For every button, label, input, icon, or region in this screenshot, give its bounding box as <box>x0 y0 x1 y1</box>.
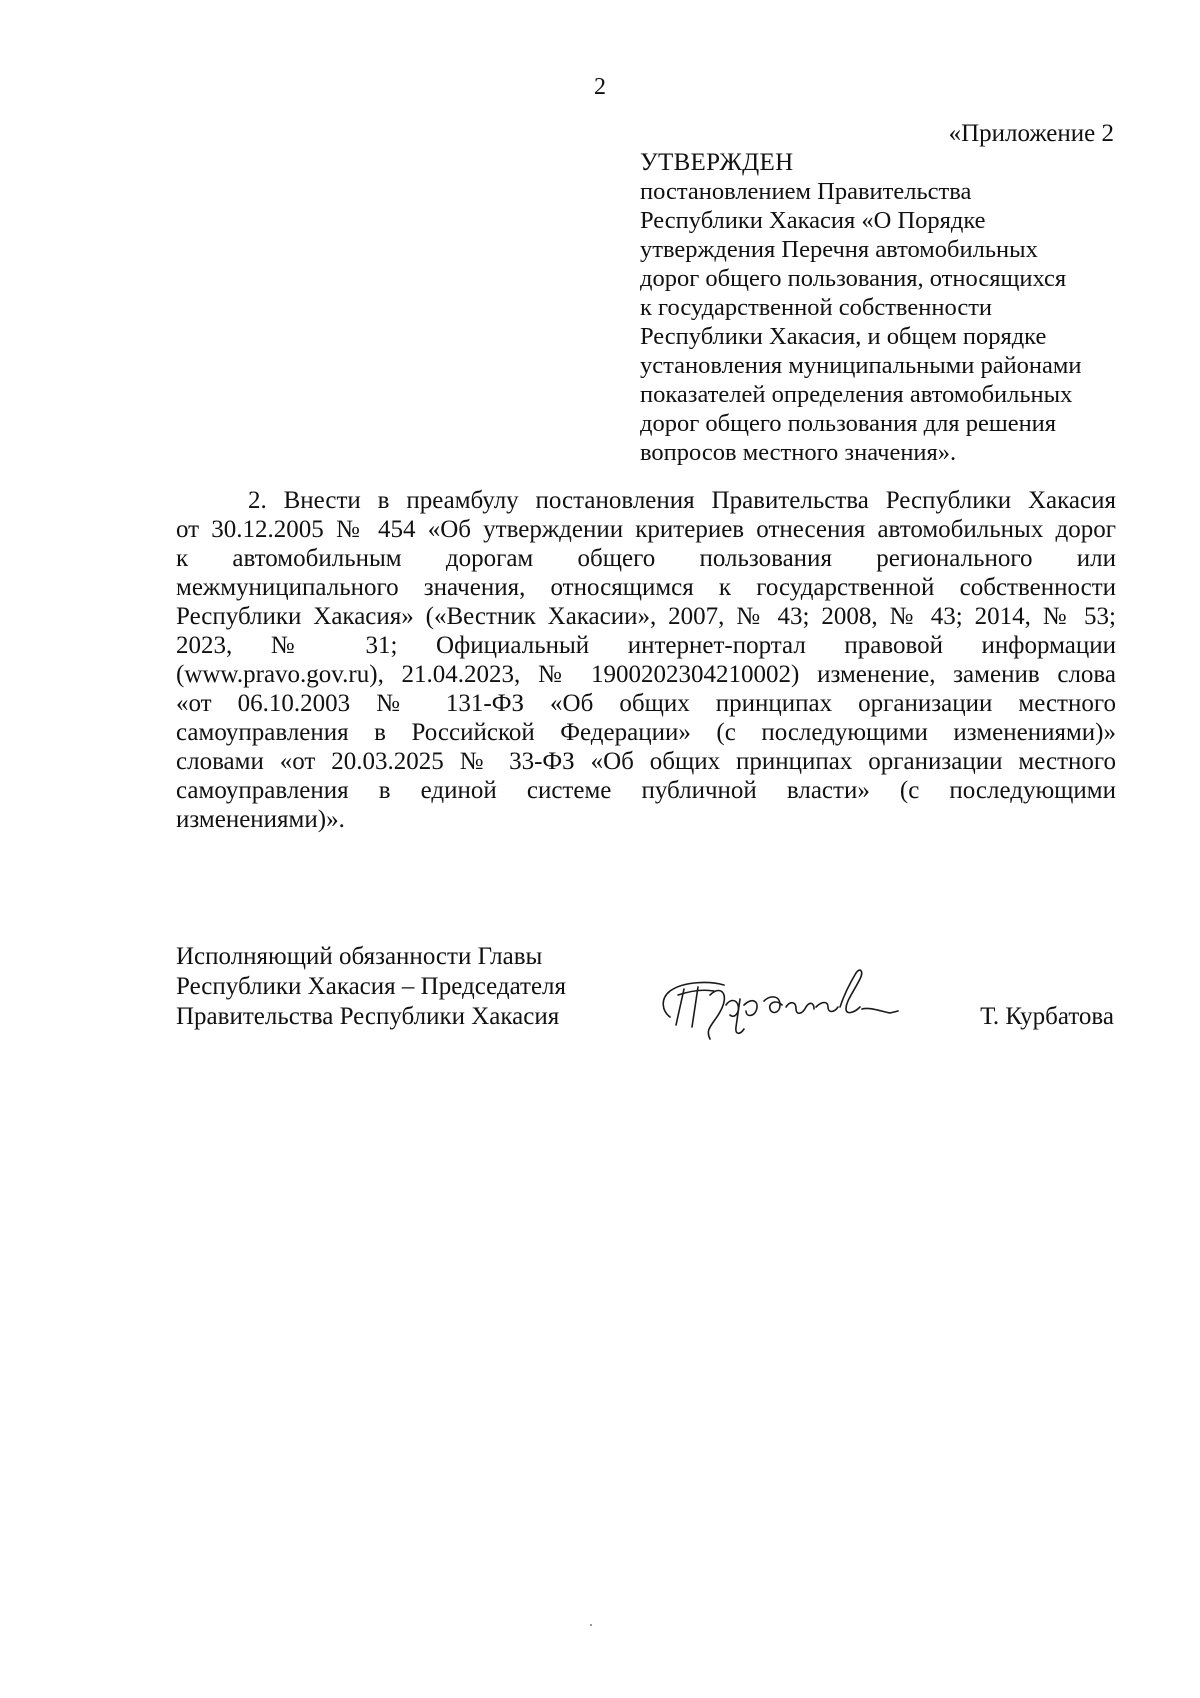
paragraph-line: 2023, № 31; Официальный интернет-портал правовой информации <box>176 632 1116 659</box>
paragraph-line: к автомобильным дорогам общего пользования регионального или <box>176 545 1116 572</box>
approval-heading: УТВЕРЖДЕН <box>640 149 794 176</box>
approval-line: утверждения Перечня автомобильных <box>640 236 1038 263</box>
paragraph-line: (www.pravo.gov.ru), 21.04.2023, № 1900202304210002) изменение, заменив слова <box>176 661 1116 688</box>
paragraph-line: словами «от 20.03.2025 № 33-ФЗ «Об общих принципах организации местного <box>176 748 1116 775</box>
scan-artifact <box>590 1624 592 1626</box>
paragraph-line: «от 06.10.2003 № 131-ФЗ «Об общих принципах организации местного <box>176 690 1116 717</box>
approval-line: дорог общего пользования, относящихся <box>640 265 1067 292</box>
signatory-title <box>176 942 566 1032</box>
approval-line: к государственной собственности <box>640 294 993 321</box>
paragraph-line: от 30.12.2005 № 454 «Об утверждении критериев отнесения автомобильных дорог <box>176 516 1116 543</box>
approval-line: дорог общего пользования для решения <box>640 410 1057 437</box>
approval-line: установления муниципальными районами <box>640 352 1082 379</box>
paragraph-line: межмуниципального значения, относящимся к государственной собственности <box>176 574 1116 601</box>
paragraph-line: самоуправления в Российской Федерации» (с последующими изменениями)» <box>176 719 1116 746</box>
signatory-title-line: Исполняющий обязанности Главы <box>176 943 543 970</box>
approval-block <box>640 148 1110 467</box>
approval-line: показателей определения автомобильных <box>640 381 1073 408</box>
appendix-label: «Приложение 2 <box>948 120 1114 147</box>
paragraph-line: Республики Хакасия» («Вестник Хакасии», 2007, № 43; 2008, № 43; 2014, № 53; <box>176 603 1116 630</box>
approval-line: Республики Хакасия, и общем порядке <box>640 323 1047 350</box>
paragraph-line: самоуправления в единой системе публичной власти» (с последующими <box>176 777 1116 804</box>
paragraph-line: 2. Внести в преамбулу постановления Правительства Республики Хакасия <box>248 487 1116 514</box>
amendment-paragraph <box>176 486 1116 834</box>
approval-line: Республики Хакасия «О Порядке <box>640 207 986 234</box>
signatory-title-line: Республики Хакасия – Председателя <box>176 973 567 1000</box>
signer-name: Т. Курбатова <box>980 1003 1114 1030</box>
approval-line: вопросов местного значения». <box>640 439 957 466</box>
approval-line: постановлением Правительства <box>640 178 972 205</box>
page-number: 2 <box>594 74 606 100</box>
signatory-title-line: Правительства Республики Хакасия <box>176 1003 560 1030</box>
handwritten-signature-icon <box>640 955 920 1045</box>
paragraph-line: изменениями)». <box>176 806 345 833</box>
